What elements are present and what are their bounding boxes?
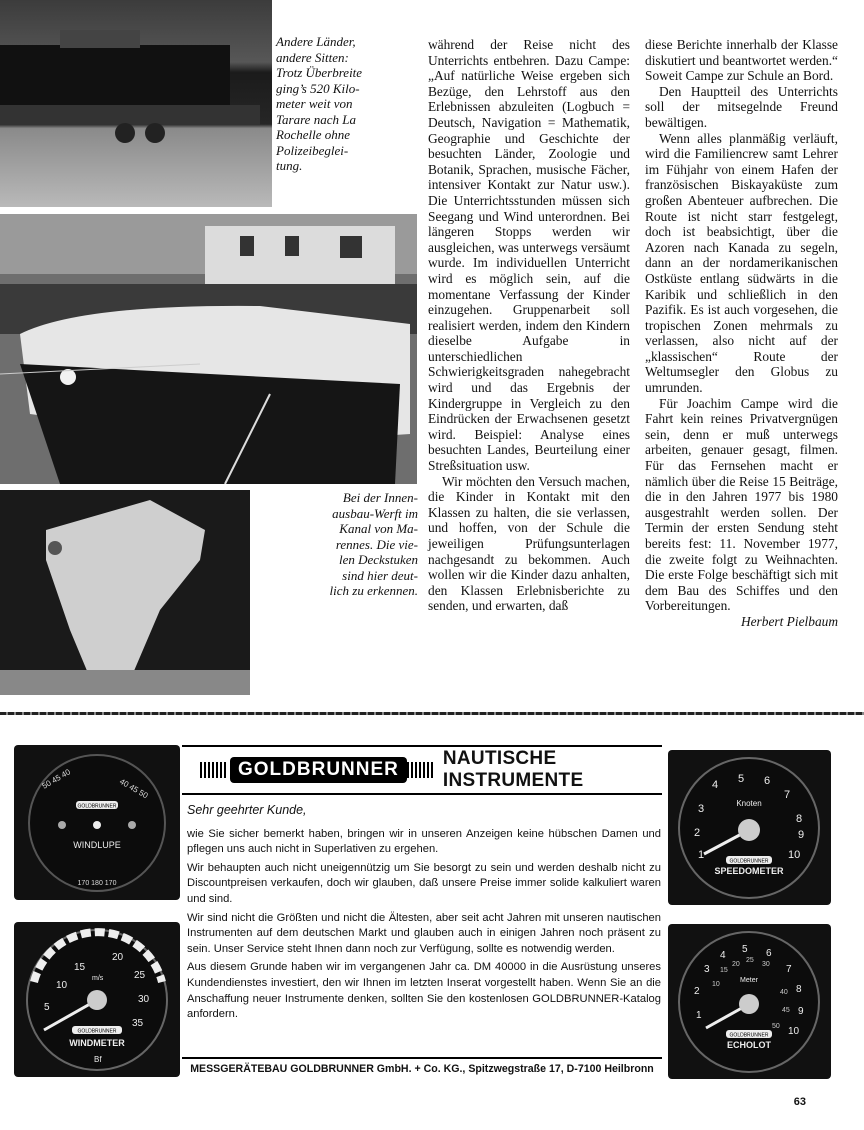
echolot-brand: GOLDBRUNNER (729, 1032, 769, 1039)
author-signature: Herbert Pielbaum (740, 613, 838, 629)
article-paragraph: Wir möchten den Versuch machen, die Kinder in Kontakt mit den Klassen zu halten, die sie verlassen, und hoffen, von der Schule die jeweiligen Prüfungsunterlagen nachgesandt zu bekommen. Auch wollen wir die Kinder dazu anhalten, den Klassen Erlebnisberichte zu senden, und erwarten, daß (428, 473, 630, 614)
windmeter-tick: 10 (56, 980, 68, 991)
ad-footer-address: MESSGERÄTEBAU GOLDBRUNNER GmbH. + Co. KG., Spitzwegstraße 17, D-7100 Heilbronn (182, 1057, 662, 1075)
keel-illustration (0, 490, 250, 695)
echolot-tick: 3 (704, 964, 710, 975)
speedometer-dial-icon (668, 750, 831, 905)
speedometer-tick: 9 (798, 829, 805, 841)
caption-line: Andere Länder, (276, 34, 356, 49)
speedometer-tick: 7 (784, 789, 791, 801)
caption-line: Rochelle ohne (276, 127, 350, 142)
windmeter-tick: 20 (112, 952, 124, 963)
ad-body (187, 803, 661, 1026)
speedometer-tick: 2 (694, 827, 701, 839)
speedometer-tick: 5 (738, 773, 745, 785)
caption-mid (262, 490, 418, 599)
windmeter-tick: 30 (138, 994, 150, 1005)
photo-keel (0, 490, 250, 695)
speedometer-tick: 3 (698, 803, 705, 815)
windlupe-scale-left: 50 45 40 (40, 767, 72, 791)
caption-line: Trotz Überbreite (276, 65, 363, 80)
echolot-tick: 10 (788, 1026, 800, 1037)
caption-line: meter weit von (276, 96, 353, 111)
logo-ribs-left-icon (200, 762, 228, 778)
photo-boat-on-truck (0, 0, 272, 207)
caption-line: Polizeibeglei- (276, 142, 349, 158)
speedometer-unit: Knoten (736, 799, 762, 808)
windlupe-label: WINDLUPE (73, 840, 121, 850)
photo-boat-shipyard (0, 214, 417, 484)
echolot-tick: 2 (694, 986, 700, 997)
echolot-inner-tick: 25 (746, 957, 754, 964)
ad-goldbrunner (182, 745, 662, 1078)
shipyard-illustration (0, 214, 417, 484)
echolot-inner-tick: 40 (780, 989, 788, 996)
echolot-tick: 1 (696, 1010, 702, 1021)
ad-header (182, 745, 662, 795)
speedometer-brand: GOLDBRUNNER (729, 858, 769, 865)
logo-brand: GOLDBRUNNER (230, 757, 407, 783)
caption-line: Bei der Innen- (342, 490, 418, 505)
speedometer-tick: 10 (788, 849, 801, 861)
ad-paragraph: Aus diesem Grunde haben wir im vergangenen Jahr ca. DM 40000 in die Ausrüstung unseres Kundendienstes investiert, den wir Ihnen im letzten Inserat vorgestellt haben. Wenn Sie an die Anschaffung neuer Instrumente denken, sollten Sie den kostenlosen GOLDBRUNNER-Katalog anfordern. (187, 961, 661, 1021)
article-paragraph: diese Berichte innerhalb der Klasse diskutiert und beantwortet werden.“ Soweit Campe zur Schule an Bord. (645, 37, 838, 84)
caption-line: Kanal von Ma- (339, 521, 418, 536)
ad-salutation: Sehr geehrter Kunde, (187, 803, 307, 817)
gauge-windmeter (14, 922, 180, 1077)
speedometer-tick: 1 (698, 849, 705, 861)
gauge-windlupe (14, 745, 180, 900)
ad-paragraph: Wir sind nicht die Größten und nicht die Ältesten, aber seit acht Jahren mit unseren nautischen Instrumenten auf dem deutschen Markt und glauben auch in einigen Jahren noch präsent zu sein. Unser Service steht Ihnen dann noch zur Verfügung, sollte es notwendig werden. (187, 911, 661, 955)
speedometer-tick: 4 (712, 779, 719, 791)
echolot-inner-tick: 15 (720, 967, 728, 974)
gauge-speedometer (668, 750, 831, 905)
echolot-inner-tick: 10 (712, 981, 720, 988)
windmeter-tick: 25 (134, 970, 146, 981)
echolot-label: ECHOLOT (727, 1040, 771, 1050)
speedometer-tick: 6 (764, 775, 771, 787)
speedometer-tick: 8 (796, 813, 803, 825)
caption-line: sind hier deut- (342, 567, 418, 583)
goldbrunner-logo (182, 757, 435, 783)
ad-paragraph: wie Sie sicher bemerkt haben, bringen wir in unseren Anzeigen keine hübschen Damen und pflegen uns auch nicht in Superlativen zu ergehen. (187, 827, 661, 856)
logo-ribs-right-icon (407, 762, 435, 778)
speedometer-label: SPEEDOMETER (714, 866, 784, 876)
echolot-tick: 9 (798, 1006, 804, 1017)
caption-line: rennes. Die vie- (335, 536, 418, 552)
echolot-inner-tick: 30 (762, 961, 770, 968)
windlupe-scale-right: 40 45 50 (118, 776, 150, 801)
echolot-inner-tick: 45 (782, 1007, 790, 1014)
caption-line: ausbau-Werft im (332, 505, 418, 521)
ad-title: NAUTISCHE INSTRUMENTE (442, 748, 584, 791)
caption-line: andere Sitten: (276, 49, 349, 65)
echolot-inner-tick: 50 (772, 1023, 780, 1030)
article-column-2 (645, 37, 838, 630)
boat-on-truck-illustration (0, 0, 272, 207)
article-paragraph: Den Hauptteil des Unterrichts soll der mitsegelnde Freund bewältigen. (645, 83, 838, 130)
echolot-dial-icon (668, 924, 831, 1079)
ad-paragraph: Wir behaupten auch nicht uneigennützig um Sie besorgt zu sein und werden deshalb nicht zu Discountpreisen verkaufen, doch wir glauben, daß unsere Preise immer solide kalkuliert waren und sind. (187, 861, 661, 905)
section-divider (0, 712, 864, 715)
page-number: 63 (793, 1096, 806, 1108)
article-paragraph: Wenn alles planmäßig verläuft, wird die Familiencrew samt Lehrer im Fühjahr von einem Hafen der französischen Biskayaküste zum großen Abenteuer aufbrechen. Die Route ist nicht starr festgelegt, doch ist beabsichtigt, über die Azoren nach Kanada zu segeln, dann an der nordamerikanischen Ostküste entlang südwärts in die Karibik und schließlich in den Pazifik. Es ist auch vorgesehen, die tropischen Zonen mehrmals zu verlassen, also nicht auf der „klassischen“ Route der Weltumsegler den Globus zu umrunden. (645, 130, 838, 396)
echolot-tick: 6 (766, 948, 772, 959)
echolot-tick: 4 (720, 950, 726, 961)
article-paragraph: Für Joachim Campe wird die Fahrt kein reines Privatvergnügen sein, denn er muß unterwegs arbeiten, genauer gesagt, filmen. Für das Fernsehen macht er nämlich über die Reise 15 Beiträge, die in den Jahren 1977 bis 1980 ausgestrahlt werden sollen. Der Termin der ersten Sendung steht bereits fest: 11. November 1977, die zweite folgt zu Weihnachten. Die erste Folge beschäftigt sich mit dem Bau des Schiffes und den Vorbereitungen. (645, 395, 838, 614)
echolot-unit: Meter (740, 977, 758, 984)
echolot-tick: 5 (742, 944, 748, 955)
caption-line: tung. (276, 158, 303, 173)
windmeter-dial-icon (14, 922, 180, 1077)
windmeter-tick: 15 (74, 962, 86, 973)
article-column-1 (428, 37, 630, 614)
windmeter-tick: 35 (132, 1018, 144, 1029)
echolot-tick: 8 (796, 984, 802, 995)
windlupe-dial-icon (14, 745, 180, 900)
windmeter-unit: m/s (92, 975, 104, 982)
caption-line: len Deckstuken (338, 552, 418, 567)
echolot-inner-tick: 20 (732, 961, 740, 968)
windlupe-brand: GOLDBRUNNER (77, 803, 117, 810)
windmeter-brand: GOLDBRUNNER (77, 1028, 117, 1035)
caption-line: ging’s 520 Kilo- (276, 80, 360, 96)
windmeter-sub: Bf (94, 1055, 102, 1064)
echolot-tick: 7 (786, 964, 792, 975)
gauge-echolot (668, 924, 831, 1079)
caption-line: Tarare nach La (276, 111, 356, 127)
windmeter-tick: 5 (44, 1002, 50, 1013)
windmeter-label: WINDMETER (69, 1038, 125, 1048)
windlupe-scale-bottom: 170 180 170 (77, 880, 117, 887)
caption-line: lich zu erkennen. (329, 583, 418, 598)
article-paragraph: während der Reise nicht des Unterrichts entbehren. Dazu Campe: „Auf natürliche Weise ergeben sich Bezüge, den Lehrstoff aus den Erlebnissen abzuleiten (Logbuch = Deutsch, Navigation = Mathematik, Geographie und Geschichte der besuchten Länder, Zoologie und Botanik, Sprachen, musische Fächer, intensiver Kontakt zur Natur usw.). Die Unterrichtsstunden müssen sich Seegang und Wind unterordnen. Bei längeren Stopps werden wir ausgleichen, was unterwegs versäumt wurde. Im individuellen Unterricht wird es möglich sein, auf die momentane Verfassung der Kinder einzugehen. Gruppenarbeit soll realisiert werden, indem den Kindern dieselbe Aufgabe in unterschiedlichen Schwierigkeitsgraden nahegebracht wird und das Ergebnis der Kindergruppe in Vergleich zu den Eindrücken der Erwachsenen gesetzt wird. Beispiel: Analyse eines besuchten Landes, Beurteilung einer Streßsituation usw. (428, 37, 630, 474)
caption-top (276, 34, 416, 174)
